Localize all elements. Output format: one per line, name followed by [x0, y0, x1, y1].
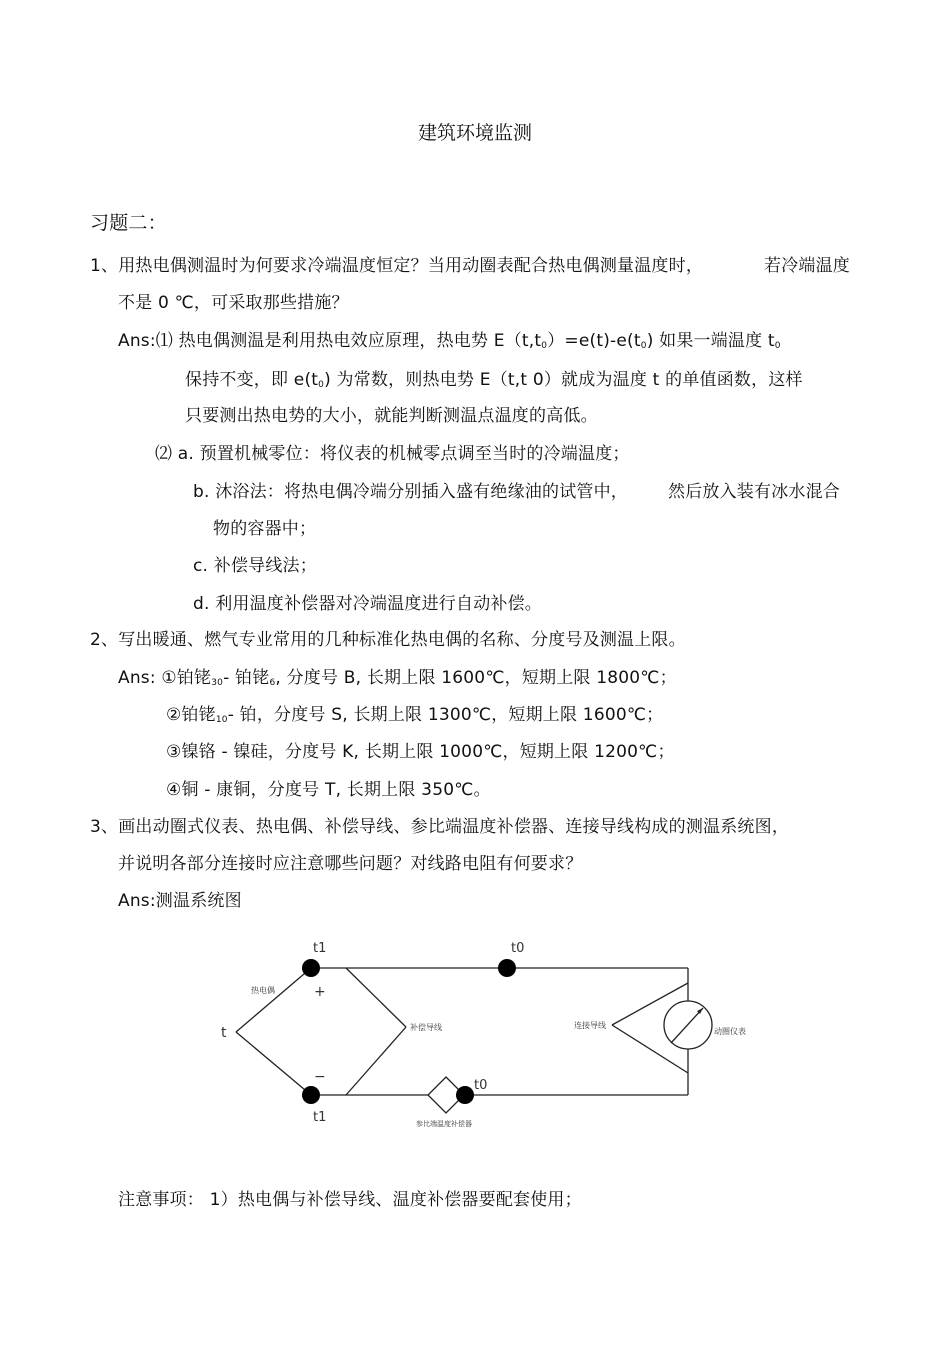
thermocouple-wire-bottom [236, 1032, 311, 1095]
label-thermocouple: 热电偶 [251, 986, 275, 995]
q3-answer-label: Ans:测温系统图 [118, 891, 242, 911]
section-heading: 习题二： [90, 212, 167, 234]
junction-t1-top [302, 959, 320, 977]
q1-line-2: 不是 0 ℃，可采取那些措施？ [118, 293, 349, 313]
label-conn-wire: 连接导线 [574, 1021, 606, 1030]
subscript: 10 [215, 715, 228, 725]
thermocouple-wire-top [236, 968, 311, 1032]
q1-answer-line-2 [185, 369, 803, 396]
label-minus: − [314, 1069, 326, 1085]
junction-t1-bottom [302, 1086, 320, 1104]
label-t0-top: t0 [511, 941, 525, 956]
q2-answer-2 [166, 704, 663, 731]
junction-t0-bottom [456, 1086, 474, 1104]
q1-method-b-1b: 然后放入装有冰水混合 [668, 482, 840, 502]
page-title: 建筑环境监测 [417, 122, 532, 144]
subscript: 0 [541, 341, 548, 351]
label-compensator: 参比端温度补偿器 [416, 1120, 472, 1128]
q1-a1-text: Ans:⑴ 热电偶测温是利用热电效应原理，热电势 E（t,t [118, 331, 542, 351]
junction-t0-top [498, 959, 516, 977]
label-t0-bottom: t0 [474, 1078, 488, 1093]
q1-method-d: d. 利用温度补偿器对冷端温度进行自动补偿。 [193, 594, 542, 614]
q1-method-b-1: b. 沐浴法：将热电偶冷端分别插入盛有绝缘油的试管中， [193, 482, 628, 502]
subscript: 0 [640, 341, 647, 351]
label-t1-bottom: t1 [313, 1110, 327, 1125]
q1-text-a: 1、用热电偶测温时为何要求冷端温度恒定？当用动圈表配合热电偶测量温度时， [90, 256, 704, 276]
q2-a2-text-b: - 铂，分度号 S, 长期上限 1300℃，短期上限 1600℃； [227, 705, 664, 725]
q2-a2-text: ②铂铑 [166, 705, 216, 725]
label-t: t [221, 1025, 227, 1041]
q1-a1-text-c: ) 如果一端温度 t [646, 331, 775, 351]
q1-a2-text-b: ) 为常数，则热电势 E（t,t 0）就成为温度 t 的单值函数，这样 [324, 370, 803, 390]
subscript: 30 [211, 678, 224, 688]
q2-a1-text-c: , 分度号 B, 长期上限 1600℃，短期上限 1800℃； [275, 668, 677, 688]
label-meter: 动圈仪表 [714, 1027, 746, 1036]
q1-method-a: ⑵ a. 预置机械零位：将仪表的机械零点调至当时的冷端温度； [155, 444, 630, 464]
q1-method-b-2: 物的容器中； [213, 519, 317, 539]
q1-method-c: c. 补偿导线法； [193, 556, 317, 576]
comp-wire-bottom [346, 1027, 406, 1095]
q1-text-b: 若冷端温度 [764, 256, 850, 276]
subscript: 0 [774, 341, 781, 351]
comp-wire-top [346, 968, 406, 1027]
q1-answer-line-3: 只要测出热电势的大小，就能判断测温点温度的高低。 [185, 406, 598, 426]
q2-a1-text: Ans: ①铂铑 [118, 668, 212, 688]
q2-answer-3: ③镍铬 - 镍硅，分度号 K, 长期上限 1000℃，短期上限 1200℃； [166, 742, 675, 762]
q1-line-1 [90, 255, 703, 277]
q2-question: 2、写出暖通、燃气专业常用的几种标准化热电偶的名称、分度号及测温上限。 [90, 630, 686, 650]
q3-line-2: 并说明各部分连接时应注意哪些问题？对线路电阻有何要求？ [118, 854, 583, 874]
q1-a1-text-b: ）=e(t)-e(t [547, 331, 641, 351]
label-comp-wire: 补偿导线 [410, 1023, 442, 1032]
subscript: 0 [318, 380, 325, 390]
q2-answer-1 [118, 667, 677, 694]
q1-a2-text: 保持不变，即 e(t [185, 370, 319, 390]
label-t1-top: t1 [313, 941, 327, 956]
q2-answer-4: ④铜 - 康铜，分度号 T, 长期上限 350℃。 [166, 780, 491, 800]
q1-answer-line-1 [118, 330, 781, 357]
q3-line-1: 3、画出动圈式仪表、热电偶、补偿导线、参比端温度补偿器、连接导线构成的测温系统图， [90, 817, 790, 837]
q2-a1-text-b: - 铂铑 [223, 668, 270, 688]
measurement-system-diagram [0, 930, 950, 1140]
subscript: 6 [269, 678, 276, 688]
label-plus: + [314, 984, 326, 1000]
notes-line: 注意事项： 1）热电偶与补偿导线、温度补偿器要配套使用； [118, 1190, 582, 1210]
